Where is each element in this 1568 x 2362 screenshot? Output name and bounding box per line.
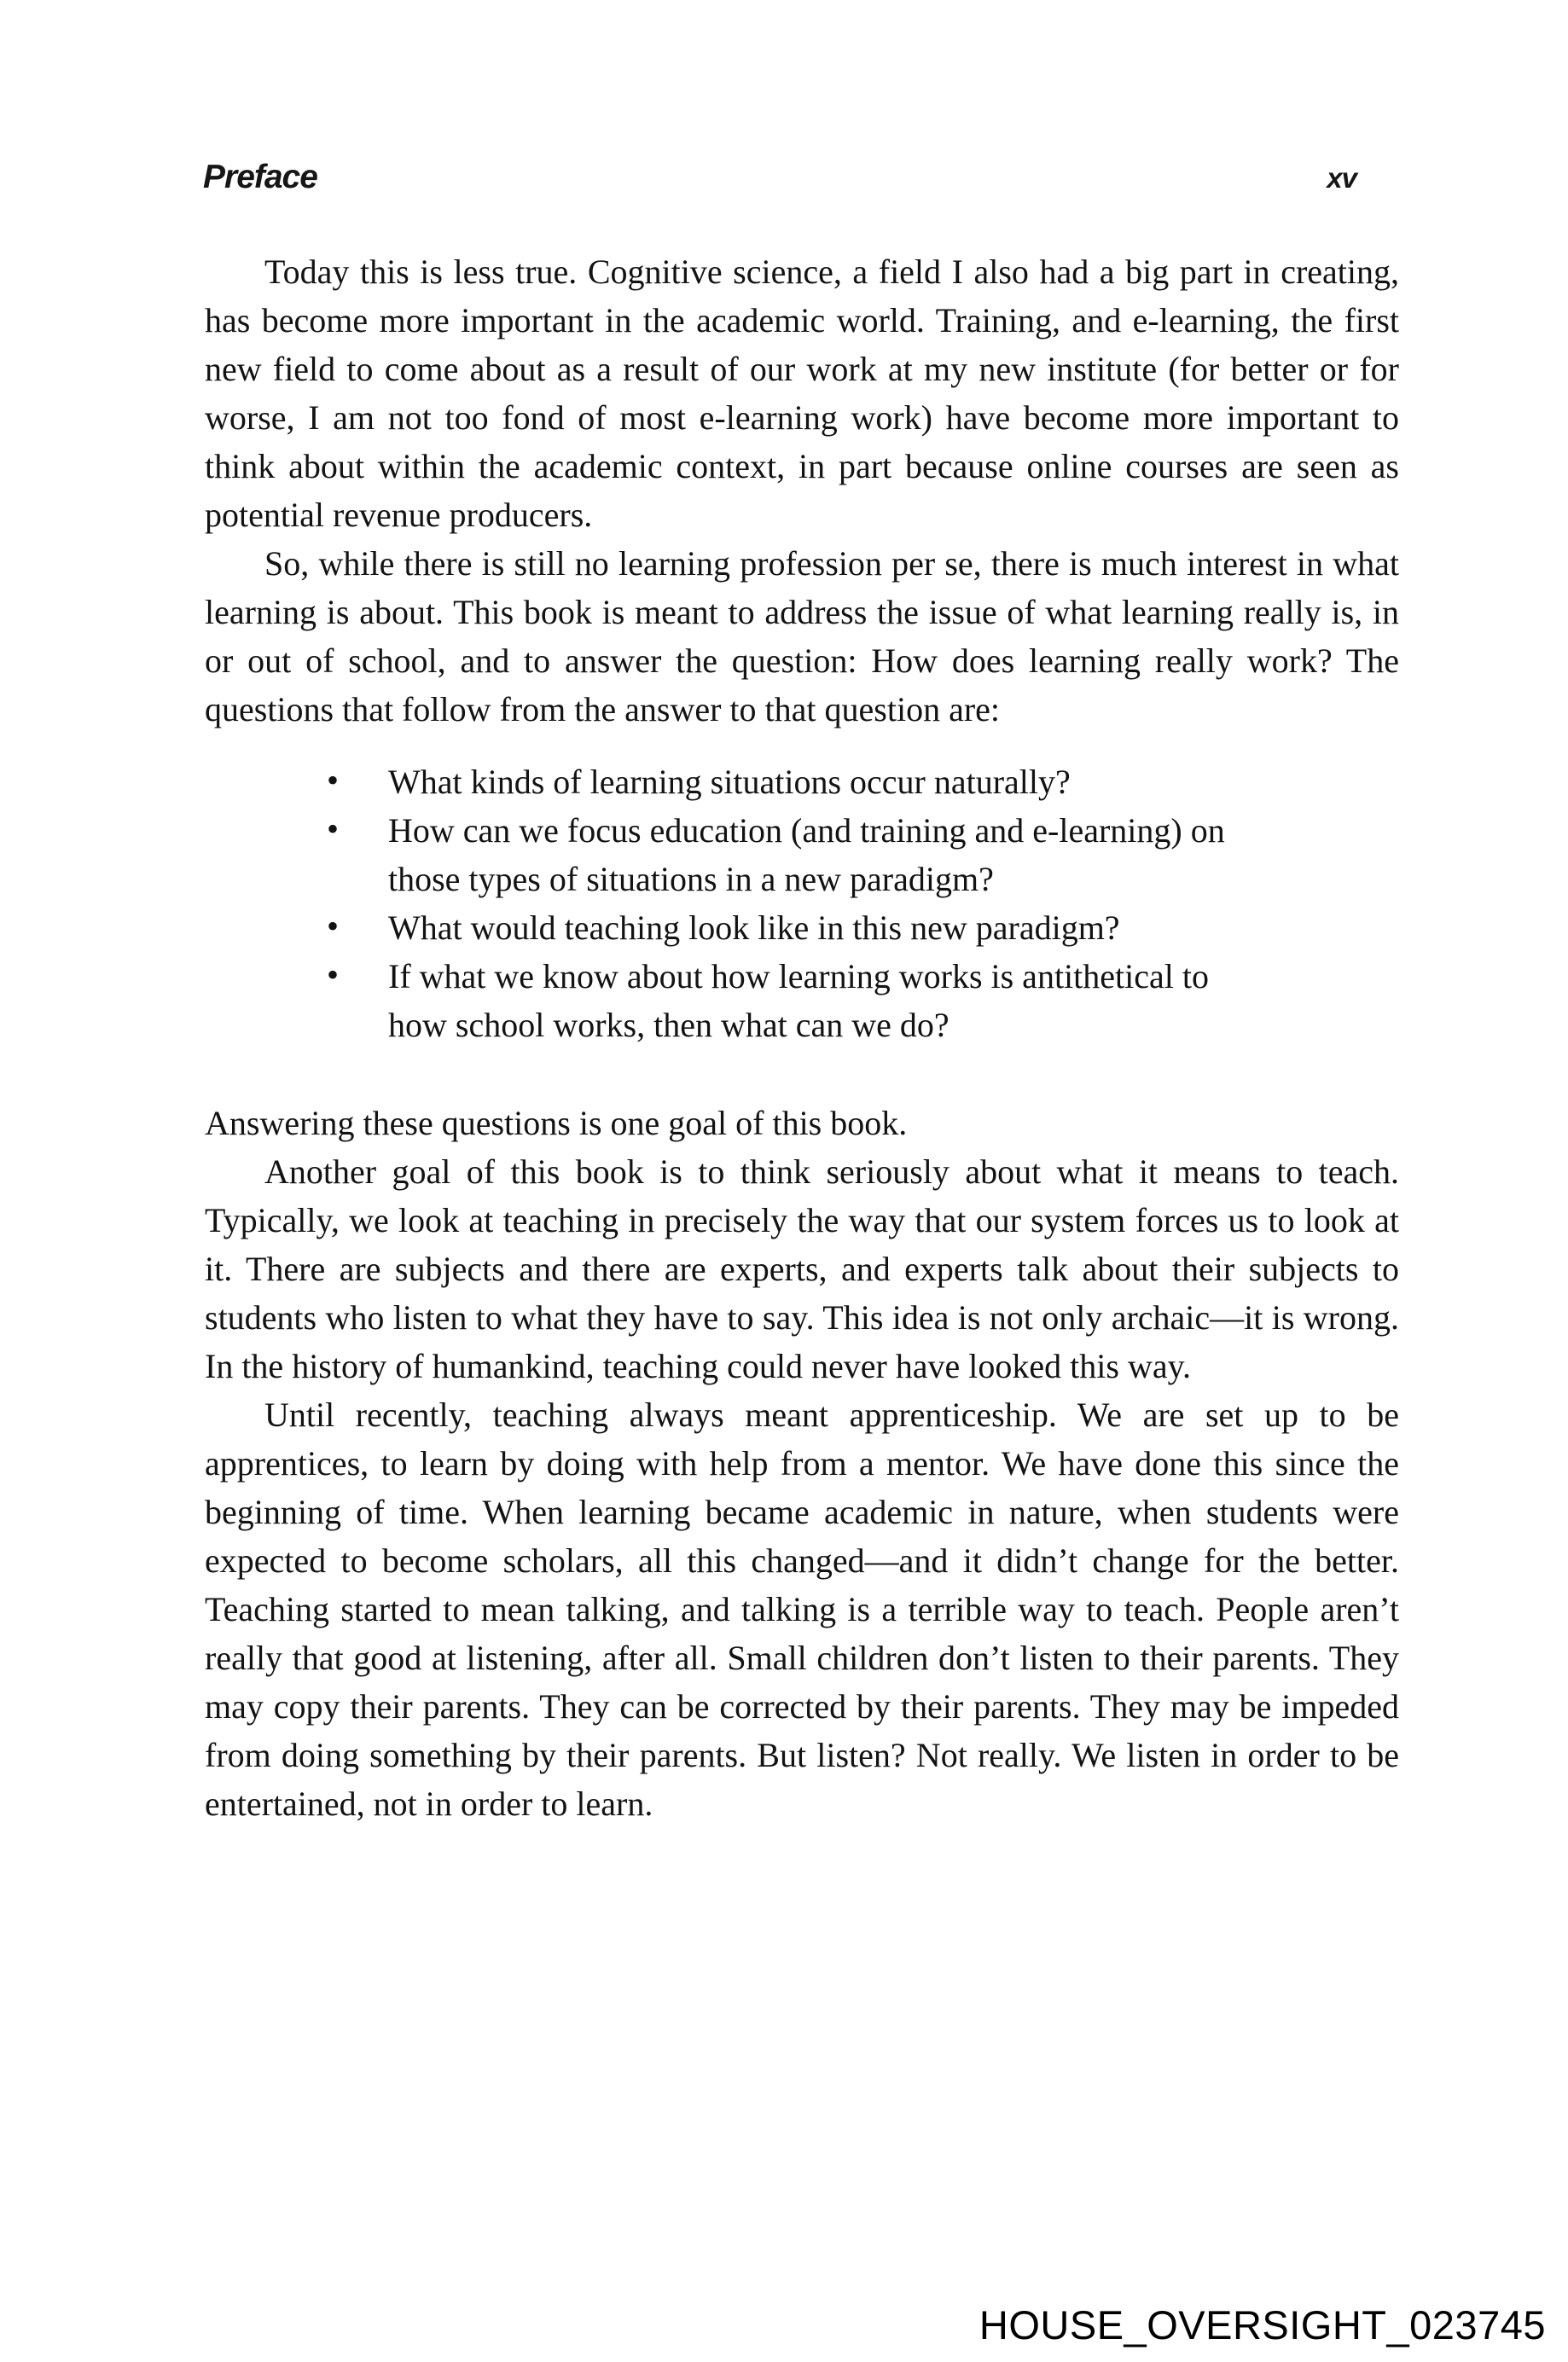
bates-stamp: HOUSE_OVERSIGHT_023745 (979, 2302, 1546, 2347)
paragraph: Another goal of this book is to think seriously about what it means to teach. Typically, we look at teaching in precisely the way that our system forces us to look at it. There are subjects and there are experts, and experts talk about their subjects to students who listen to what they have to say. This idea is not only archaic—it is wrong. In the history of humankind, teaching could never have looked this way. (205, 1152, 1399, 1385)
bullet-icon: • (327, 907, 340, 945)
list-item-text: What kinds of learning situations occur naturally? (388, 763, 1071, 801)
question-bullet-list (205, 757, 1250, 1049)
list-item-text: How can we focus education (and training and e-learning) on those types of situations in a new paradigm? (388, 811, 1225, 898)
bullet-icon: • (327, 761, 340, 799)
list-item-text: What would teaching look like in this new paradigm? (388, 908, 1120, 947)
body-text-column (205, 247, 1399, 1828)
paragraph: Until recently, teaching always meant apprenticeship. We are set up to be apprentices, to learn by doing with help from a mentor. We have done this since the beginning of time. When learning became academic in nature, when students were expected to become scholars, all this changed—and it didn’t change for the better. Teaching started to mean talking, and talking is a terrible way to teach. People aren’t really that good at listening, after all. Small children don’t listen to their parents. They may copy their parents. They can be corrected by their parents. They may be impeded from doing something by their parents. But listen? Not really. We listen in order to be entertained, not in order to learn. (205, 1396, 1399, 1823)
bullet-icon: • (327, 955, 340, 994)
paragraph: Today this is less true. Cognitive science, a field I also had a big part in creating, has become more important in the academic world. Training, and e-learning, the first new field to come about as a result of our work at my new institute (for better or for worse, I am not too fond of most e-learning work) have become more important to think about within the academic context, in part because online courses are seen as potential revenue producers. (205, 252, 1399, 534)
bullet-icon: • (327, 810, 340, 848)
list-item (327, 757, 1250, 806)
page-header (203, 159, 1356, 196)
list-item (327, 952, 1250, 1049)
list-item (327, 806, 1250, 903)
paragraph: So, while there is still no learning profession per se, there is much interest in what learning is about. This book is meant to address the issue of what learning really is, in or out of school, and to answer the question: How does learning really work? The questions that follow from the answer to that question are: (205, 544, 1399, 728)
list-item (327, 903, 1250, 952)
running-header-title: Preface (203, 159, 317, 195)
list-item-text: If what we know about how learning works is antithetical to how school works, then what can we do? (388, 957, 1209, 1044)
page-number: xv (1327, 162, 1356, 194)
paragraph: Answering these questions is one goal of this book. (205, 1104, 908, 1142)
